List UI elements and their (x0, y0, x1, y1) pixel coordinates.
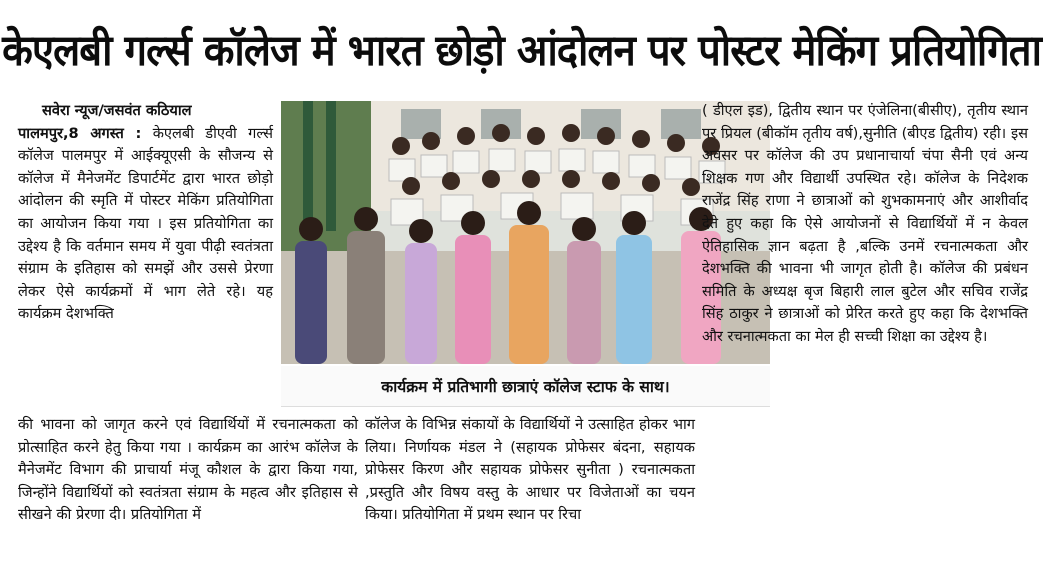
article-column-left-bottom (18, 414, 358, 527)
headline: केएलबी गर्ल्स कॉलेज में भारत छोड़ो आंदोलन पर पोस्टर मेकिंग प्रतियोगिता (2, 25, 1041, 76)
body-text-left-bottom: की भावना को जागृत करने एवं विद्यार्थियों में रचनात्मकता को प्रोत्साहित करने हेतु किया गया । कार्यक्रम का आरंभ कॉलेज के मैनेजमेंट विभाग की प्राचार्या मंजू कौशल के द्वारा किया गया, जिन्होंने विद्यार्थियों को स्वतंत्रता संग्राम के महत्व और इतिहास से सीखने की प्रेरणा दी। प्रतियोगिता में (18, 416, 358, 524)
photo-caption-text: कार्यक्रम में प्रतिभागी छात्राएं कॉलेज स्टाफ के साथ। (381, 378, 670, 396)
article-column-middle (365, 414, 695, 527)
article-column-right (702, 100, 1028, 349)
byline: सवेरा न्यूज/जसवंत कठियाल (42, 102, 192, 119)
photo-caption (281, 366, 770, 407)
body-text-right: ( डीएल इड), द्वितीय स्थान पर एंजेलिना(बीसीए), तृतीय स्थान पर प्रियल (बीकॉम तृतीय वर्ष),सुनीति (बीएड द्वितीय) रही। इस अवसर पर कॉलेज की उप प्रधानाचार्या चंपा सैनी एवं अन्य शिक्षक गण और विद्यार्थी उपस्थित रहे। कॉलेज के निदेशक राजेंद्र सिंह राणा ने छात्राओं को शुभकामनाएं और आशीर्वाद देते हुए कहा कि ऐसे आयोजनों से विद्यार्थियों में न केवल ऐतिहासिक ज्ञान बढ़ता है ,बल्कि उनमें रचनात्मकता और देशभक्ति की भावना भी जागृत होती है। कॉलेज की प्रबंधन समिति के अध्यक्ष बृज बिहारी लाल बुटेल और सचिव राजेंद्र सिंह ठाकुर ने छात्राओं को प्रेरित करते हुए कहा कि देशभक्ति और रचनात्मकता का मेल ही सच्ची शिक्षा का उद्देश्य है। (702, 102, 1028, 345)
body-text-left-top: केएलबी डीएवी गर्ल्स कॉलेज पालमपुर में आईक्यूएसी के सौजन्य से कॉलेज में मैनेजमेंट डिपार्टमेंट द्वारा भारत छोड़ो आंदोलन की स्मृति में पोस्टर मेकिंग प्रतियोगिता का आयोजन किया गया । इस प्रतियोगिता का उद्देश्य है कि वर्तमान समय में युवा पीढ़ी स्वतंत्रता संग्राम के इतिहास को समझें और उससे प्रेरणा लेकर ऐसे कार्यक्रमों में भाग लेते रहे। यह कार्यक्रम देशभक्ति (18, 124, 273, 323)
body-text-middle: कॉलेज के विभिन्न संकायों के विद्यार्थियों ने उत्साहित होकर भाग लिया। निर्णायक मंडल ने (सहायक प्रोफेसर बंदना, सहायक प्रोफेसर किरण और सहायक प्रोफेसर सुनीता ) रचनात्मकता ,प्रस्तुति और विषय वस्तु के आधार पर विजेताओं का चयन किया। प्रतियोगिता में प्रथम स्थान पर रिचा (365, 416, 695, 524)
news-photo (281, 101, 770, 364)
dateline: पालमपुर,8 अगस्त : (18, 124, 142, 142)
article-column-left-top (18, 100, 273, 326)
headline-banner (0, 0, 1043, 96)
group-photo-illustration (281, 101, 770, 364)
